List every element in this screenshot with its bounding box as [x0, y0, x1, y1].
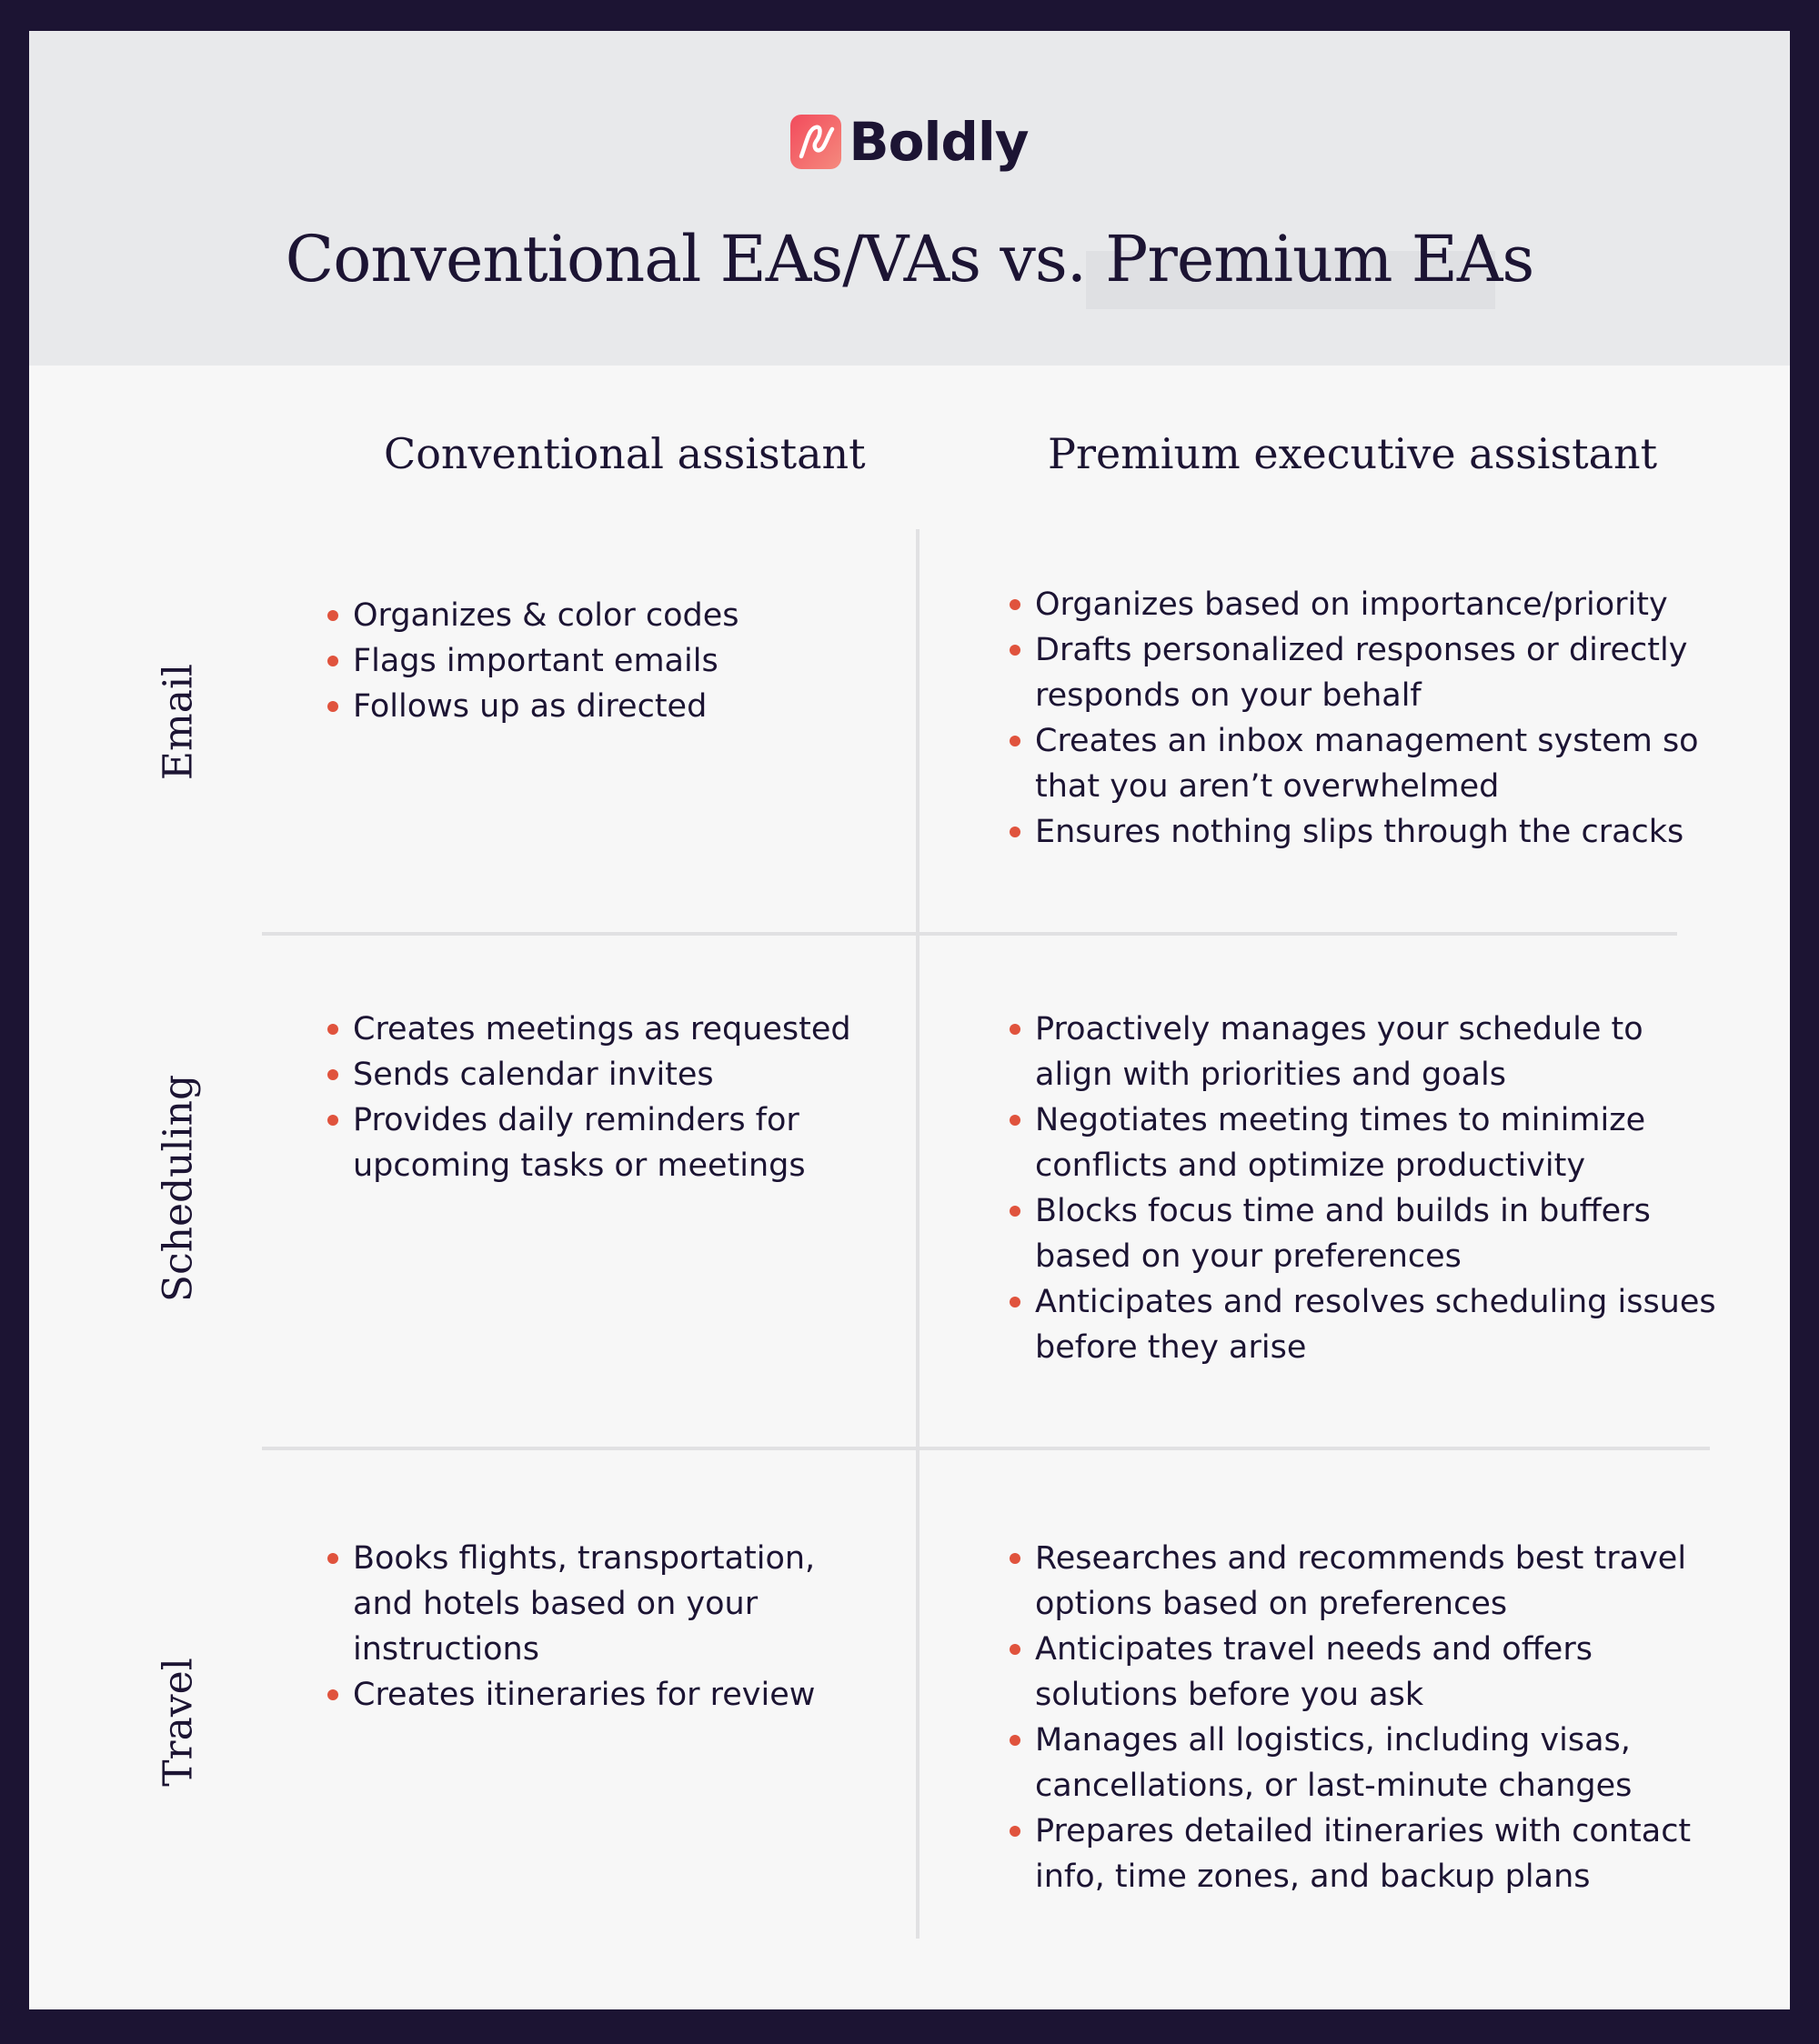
list-item: Proactively manages your schedule to align with priorities and goals [1010, 1007, 1728, 1097]
email-conventional-list [327, 593, 882, 729]
brand-name: Boldly [849, 111, 1029, 173]
column-header-premium: Premium executive assistant [1048, 429, 1658, 478]
row-label-scheduling: Scheduling [155, 1074, 202, 1303]
list-item: Negotiates meeting times to minimize conflicts and optimize productivity [1010, 1097, 1728, 1188]
row-divider-2 [262, 1447, 1710, 1450]
header [29, 31, 1790, 366]
list-item: Creates meetings as requested [327, 1007, 882, 1052]
list-item: Anticipates travel needs and offers solutions before you ask [1010, 1627, 1728, 1718]
list-item: Provides daily reminders for upcoming tasks or meetings [327, 1097, 882, 1188]
travel-conventional-list [327, 1536, 882, 1718]
list-item: Sends calendar invites [327, 1052, 882, 1097]
list-item: Manages all logistics, including visas, cancellations, or last-minute changes [1010, 1718, 1728, 1809]
list-item: Blocks focus time and builds in buffers based on your preferences [1010, 1188, 1728, 1279]
email-premium-list [1010, 582, 1728, 855]
row-label-email: Email [155, 663, 202, 781]
list-item: Drafts personalized responses or directly responds on your behalf [1010, 627, 1728, 718]
travel-premium-list [1010, 1536, 1728, 1899]
list-item: Flags important emails [327, 638, 882, 684]
list-item: Creates itineraries for review [327, 1672, 882, 1718]
page-title: Conventional EAs/VAs vs. Premium EAs [285, 222, 1534, 296]
list-item: Books flights, transportation, and hotels based on your instructions [327, 1536, 882, 1672]
list-item: Creates an inbox management system so that you aren’t overwhelmed [1010, 718, 1728, 809]
list-item: Ensures nothing slips through the cracks [1010, 809, 1728, 855]
column-header-conventional: Conventional assistant [384, 429, 866, 478]
list-item: Organizes & color codes [327, 593, 882, 638]
brand-logo [29, 111, 1790, 173]
scheduling-premium-list [1010, 1007, 1728, 1370]
list-item: Anticipates and resolves scheduling issues before they arise [1010, 1279, 1728, 1370]
scheduling-conventional-list [327, 1007, 882, 1188]
row-label-travel: Travel [155, 1658, 202, 1787]
list-item: Follows up as directed [327, 684, 882, 729]
row-divider-1 [262, 932, 1677, 936]
list-item: Organizes based on importance/priority [1010, 582, 1728, 627]
column-divider [916, 529, 920, 1939]
boldly-logo-icon [790, 115, 841, 169]
list-item: Prepares detailed itineraries with contact info, time zones, and backup plans [1010, 1809, 1728, 1899]
list-item: Researches and recommends best travel options based on preferences [1010, 1536, 1728, 1627]
